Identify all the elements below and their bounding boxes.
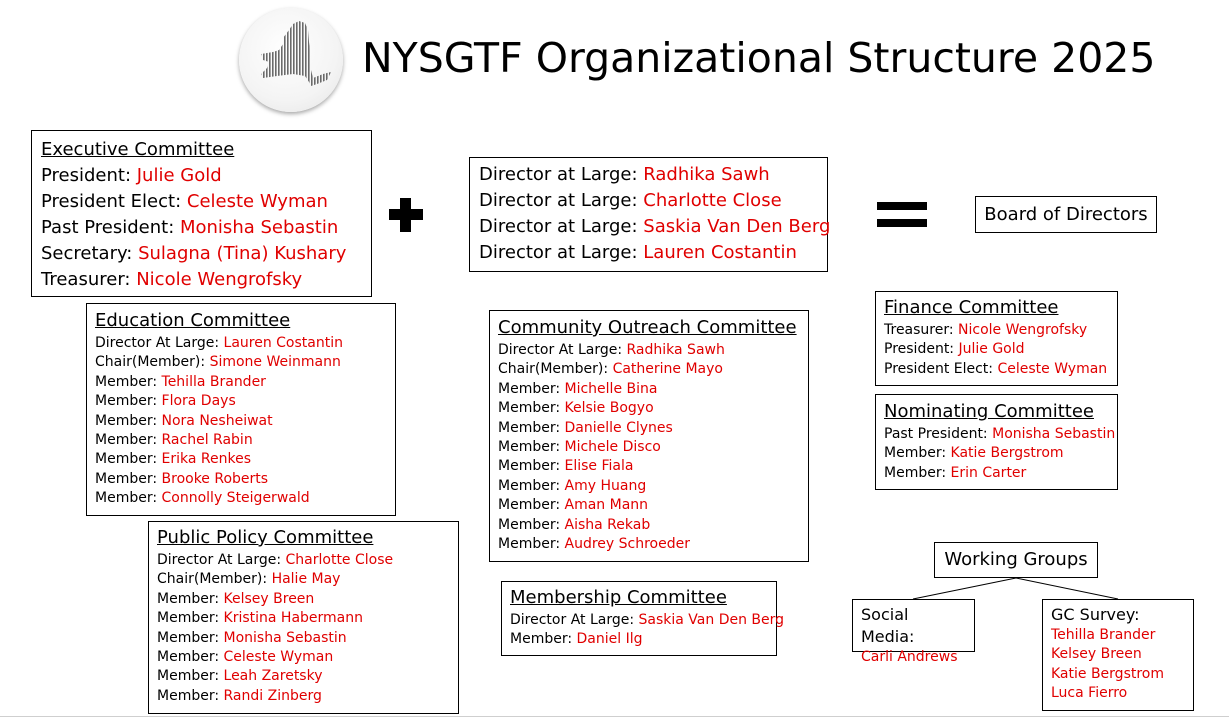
committee-title: Finance Committee [884, 297, 1059, 318]
member-name: Katie Bergstrom [950, 445, 1064, 462]
role-label: Member: [95, 490, 162, 507]
member-name: Flora Days [161, 393, 236, 410]
member-name: Radhika Sawh [626, 342, 725, 358]
member-name: Randi Zinberg [223, 687, 322, 704]
role-label: Member: [498, 400, 565, 417]
role-label: Chair(Member): [157, 571, 272, 588]
role-label: Director at Large: [479, 164, 644, 185]
member-name: Kelsey Breen [1051, 646, 1142, 663]
member-name: Monisha Sebastin [992, 426, 1116, 442]
role-label: Director At Large: [510, 612, 639, 628]
role-label: President Elect: [884, 360, 998, 377]
member-name: Lauren Costantin [223, 335, 343, 351]
role-label: Member: [510, 631, 577, 648]
member-name: Saskia Van Den Berg [638, 612, 785, 628]
role-label: Treasurer: [41, 269, 137, 290]
role-label: Member: [884, 464, 951, 481]
member-name: Catherine Mayo [612, 361, 723, 378]
role-label: Past President: [41, 217, 180, 238]
member-name: Julie Gold [136, 165, 222, 186]
member-name: Aman Mann [564, 497, 649, 514]
group-title: Social Media: [861, 605, 915, 646]
role-label: Member: [157, 649, 224, 666]
member-name: Tehilla Brander [161, 373, 266, 390]
role-label: Member: [498, 516, 565, 533]
member-name: Celeste Wyman [186, 191, 328, 212]
role-label: Member: [95, 412, 162, 429]
role-label: Member: [157, 610, 224, 627]
group-title: GC Survey: [1051, 605, 1140, 624]
member-name: Michelle Bina [564, 380, 658, 397]
member-name: Amy Huang [564, 477, 647, 494]
member-name: Daniel Ilg [576, 631, 643, 648]
member-name: Charlotte Close [285, 552, 394, 568]
role-label: Director At Large: [498, 342, 627, 358]
role-label: Director At Large: [157, 552, 286, 568]
member-name: Celeste Wyman [997, 360, 1108, 377]
role-label: Member: [498, 419, 565, 436]
member-name: Katie Bergstrom [1051, 665, 1165, 682]
role-label: Member: [498, 439, 565, 456]
connector-social-media [913, 578, 1016, 599]
role-label: Member: [157, 629, 224, 646]
member-name: Sulagna (Tina) Kushary [138, 243, 347, 264]
page-title: NYSGTF Organizational Structure 2025 [362, 34, 1156, 82]
role-label: Treasurer: [884, 322, 959, 338]
member-name: Elise Fiala [564, 458, 634, 475]
member-name: Carli Andrews [861, 649, 958, 665]
member-name: Luca Fierro [1051, 685, 1128, 702]
role-label: Director At Large: [95, 335, 224, 351]
member-name: Kristina Habermann [223, 610, 363, 627]
role-label: Chair(Member): [95, 354, 210, 371]
role-label: President: [41, 165, 137, 186]
role-label: Member: [498, 458, 565, 475]
member-name: Julie Gold [958, 341, 1025, 358]
working-groups-box: Working Groups [934, 542, 1098, 578]
bottom-divider [0, 716, 1229, 717]
member-name: Connolly Steigerwald [161, 490, 310, 507]
member-name: Radhika Sawh [643, 164, 770, 185]
committee-title: Public Policy Committee [157, 527, 374, 548]
member-name: Monisha Sebastin [223, 629, 347, 646]
role-label: Member: [498, 497, 565, 514]
role-label: Member: [95, 451, 162, 468]
role-label: Member: [95, 470, 162, 487]
board-of-directors-box: Board of Directors [975, 196, 1157, 233]
role-label: Member: [884, 445, 951, 462]
member-name: Danielle Clynes [564, 419, 673, 436]
social-media-group-box [852, 599, 975, 665]
member-name: Brooke Roberts [161, 470, 269, 487]
role-label: President: [884, 341, 959, 358]
member-name: Nicole Wengrofsky [136, 269, 303, 290]
role-label: Member: [95, 393, 162, 410]
role-label: Past President: [884, 426, 993, 442]
member-name: Halie May [271, 571, 341, 588]
gc-survey-group-box [1042, 599, 1194, 711]
member-name: Erin Carter [950, 464, 1027, 481]
role-label: Member: [95, 432, 162, 449]
member-name: Kelsie Bogyo [564, 400, 654, 417]
member-name: Simone Weinmann [209, 354, 341, 371]
member-name: Celeste Wyman [223, 649, 334, 666]
role-label: Member: [498, 477, 565, 494]
member-name: Lauren Costantin [643, 242, 797, 263]
role-label: Member: [157, 668, 224, 685]
member-name: Nora Nesheiwat [161, 412, 273, 429]
member-name: Leah Zaretsky [223, 668, 323, 685]
role-label: Member: [498, 380, 565, 397]
member-name: Saskia Van Den Berg [643, 216, 831, 237]
committee-title: Education Committee [95, 310, 291, 331]
member-name: Erika Renkes [161, 451, 251, 468]
member-name: Charlotte Close [643, 190, 782, 211]
role-label: Member: [95, 373, 162, 390]
role-label: Secretary: [41, 243, 139, 264]
committee-title: Executive Committee [41, 139, 235, 160]
connector-gc-survey [1016, 578, 1118, 599]
role-label: Member: [498, 536, 565, 553]
role-label: Member: [157, 687, 224, 704]
member-name: Rachel Rabin [161, 432, 253, 449]
member-name: Aisha Rekab [564, 516, 651, 533]
member-name: Monisha Sebastin [179, 217, 339, 238]
committee-title: Membership Committee [510, 587, 727, 608]
role-label: Member: [157, 590, 224, 607]
committee-title: Community Outreach Committee [498, 317, 797, 338]
member-name: Nicole Wengrofsky [958, 322, 1088, 338]
role-label: Director at Large: [479, 190, 644, 211]
member-name: Tehilla Brander [1051, 627, 1156, 643]
role-label: Director at Large: [479, 216, 644, 237]
role-label: Director at Large: [479, 242, 644, 263]
role-label: President Elect: [41, 191, 187, 212]
committee-title: Nominating Committee [884, 401, 1094, 422]
member-name: Audrey Schroeder [564, 536, 690, 553]
member-name: Kelsey Breen [223, 590, 315, 607]
role-label: Chair(Member): [498, 361, 613, 378]
member-name: Michele Disco [564, 439, 661, 456]
